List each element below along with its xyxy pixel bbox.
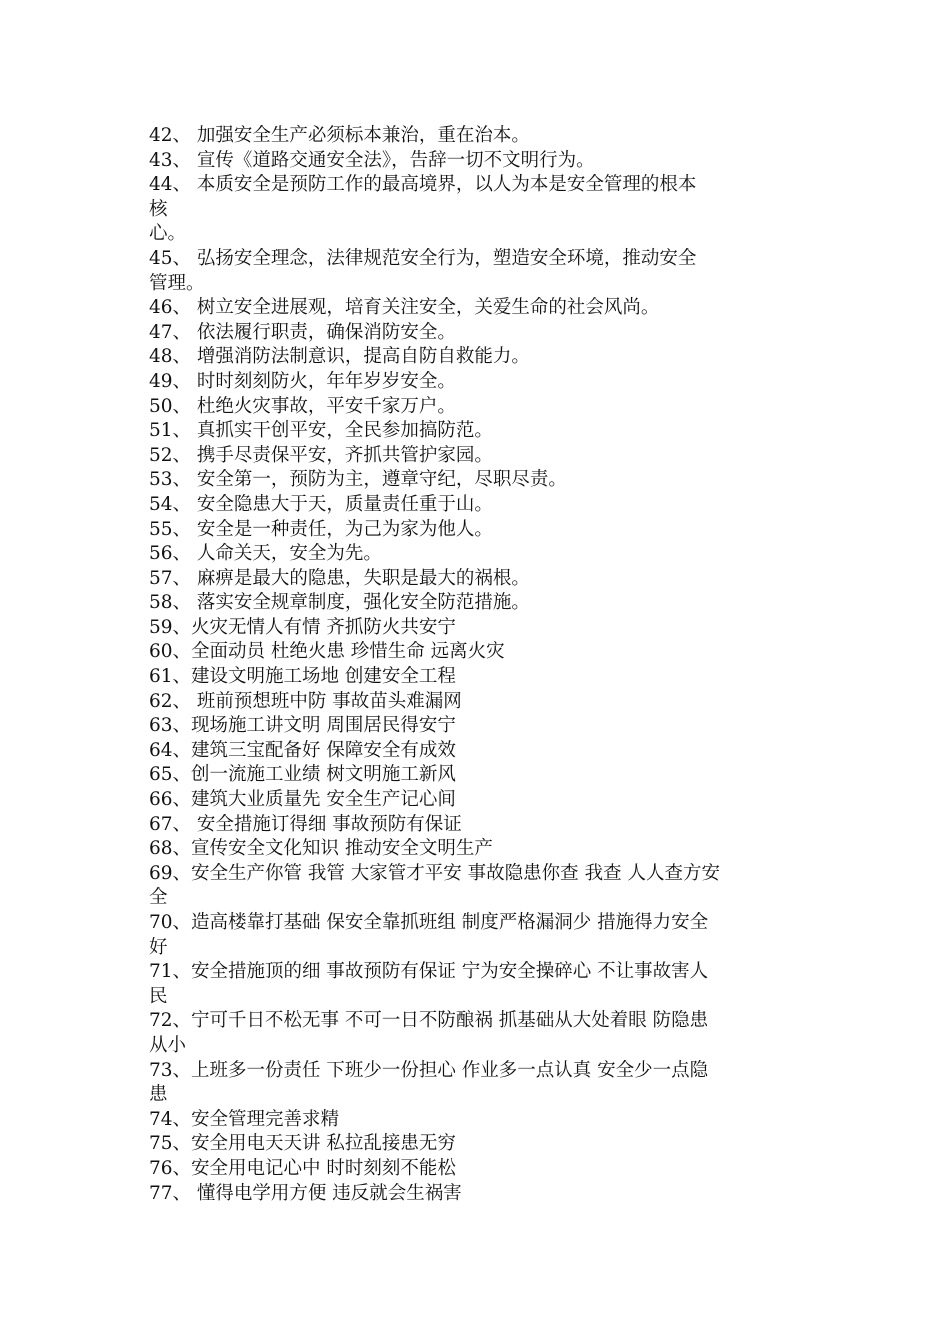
text-line: 67、 安全措施订得细 事故预防有保证 (149, 813, 462, 835)
text-line: 72、宁可千日不松无事 不可一日不防酿祸 抓基础从大处着眼 防隐患 (149, 1010, 709, 1032)
text-line: 民 (149, 985, 168, 1007)
text-line: 58、 落实安全规章制度，强化安全防范措施。 (149, 592, 530, 614)
text-line: 68、宣传安全文化知识 推动安全文明生产 (149, 838, 493, 860)
text-line: 56、 人命关天，安全为先。 (149, 543, 382, 565)
text-line: 71、安全措施顶的细 事故预防有保证 宁为安全操碎心 不让事故害人 (149, 961, 709, 983)
text-line: 42、 加强安全生产必须标本兼治，重在治本。 (149, 125, 530, 146)
text-line: 70、造高楼靠打基础 保安全靠抓班组 制度严格漏洞少 措施得力安全 (149, 912, 709, 933)
text-line: 43、 宣传《道路交通安全法》，告辞一切不文明行为。 (149, 149, 595, 171)
text-line: 60、全面动员 杜绝火患 珍惜生命 远离火灾 (149, 641, 505, 663)
text-line: 好 (149, 936, 168, 958)
text-line: 49、 时时刻刻防火，年年岁岁安全。 (149, 370, 456, 392)
text-line: 76、安全用电记心中 时时刻刻不能松 (149, 1157, 456, 1179)
text-line: 66、建筑大业质量先 安全生产记心间 (149, 789, 456, 811)
text-line: 77、 懂得电学用方便 违反就会生祸害 (149, 1182, 462, 1204)
text-line: 50、 杜绝火灾事故，平安千家万户。 (149, 395, 456, 417)
text-line: 59、火灾无情人有情 齐抓防火共安宁 (149, 616, 456, 638)
text-line: 48、 增强消防法制意识，提高自防自救能力。 (149, 346, 530, 368)
text-line: 57、 麻痹是最大的隐患，失职是最大的祸根。 (149, 567, 530, 589)
text-line: 69、安全生产你管 我管 大家管才平安 事故隐患你查 我查 人人查方安 (149, 862, 720, 884)
text-line: 74、安全管理完善求精 (149, 1108, 340, 1130)
text-line: 73、上班多一份责任 下班少一份担心 作业多一点认真 安全少一点隐 (149, 1059, 709, 1081)
text-line: 54、 安全隐患大于天，质量责任重于山。 (149, 493, 493, 515)
text-line: 65、创一流施工业绩 树文明施工新风 (149, 764, 456, 786)
text-line: 46、 树立安全进展观，培育关注安全，关爱生命的社会风尚。 (149, 297, 660, 319)
text-line: 62、 班前预想班中防 事故苗头难漏网 (149, 690, 462, 712)
text-line: 全 (149, 887, 168, 909)
text-line: 75、安全用电天天讲 私拉乱接患无穷 (149, 1133, 456, 1155)
text-line: 51、 真抓实干创平安，全民参加搞防范。 (149, 420, 493, 442)
text-line: 47、 依法履行职责，确保消防安全。 (149, 321, 456, 343)
text-line: 63、现场施工讲文明 周围居民得安宁 (149, 715, 456, 737)
text-line: 患 (149, 1084, 168, 1106)
text-line: 52、 携手尽责保平安，齐抓共管护家园。 (149, 444, 493, 466)
text-line: 44、 本质安全是预防工作的最高境界，以人为本是安全管理的根本 (149, 174, 697, 196)
text-line: 从小 (149, 1034, 187, 1056)
text-line: 管理。 (149, 272, 205, 294)
text-line: 61、建设文明施工场地 创建安全工程 (149, 666, 456, 688)
text-line: 心。 (149, 223, 187, 245)
slogan-list (149, 124, 809, 1206)
text-line: 53、 安全第一，预防为主，遵章守纪，尽职尽责。 (149, 469, 567, 491)
text-line: 核 (149, 198, 168, 220)
text-line: 45、 弘扬安全理念，法律规范安全行为，塑造安全环境，推动安全 (149, 247, 697, 269)
text-line: 55、 安全是一种责任，为己为家为他人。 (149, 518, 493, 540)
text-line: 64、建筑三宝配备好 保障安全有成效 (149, 739, 456, 761)
